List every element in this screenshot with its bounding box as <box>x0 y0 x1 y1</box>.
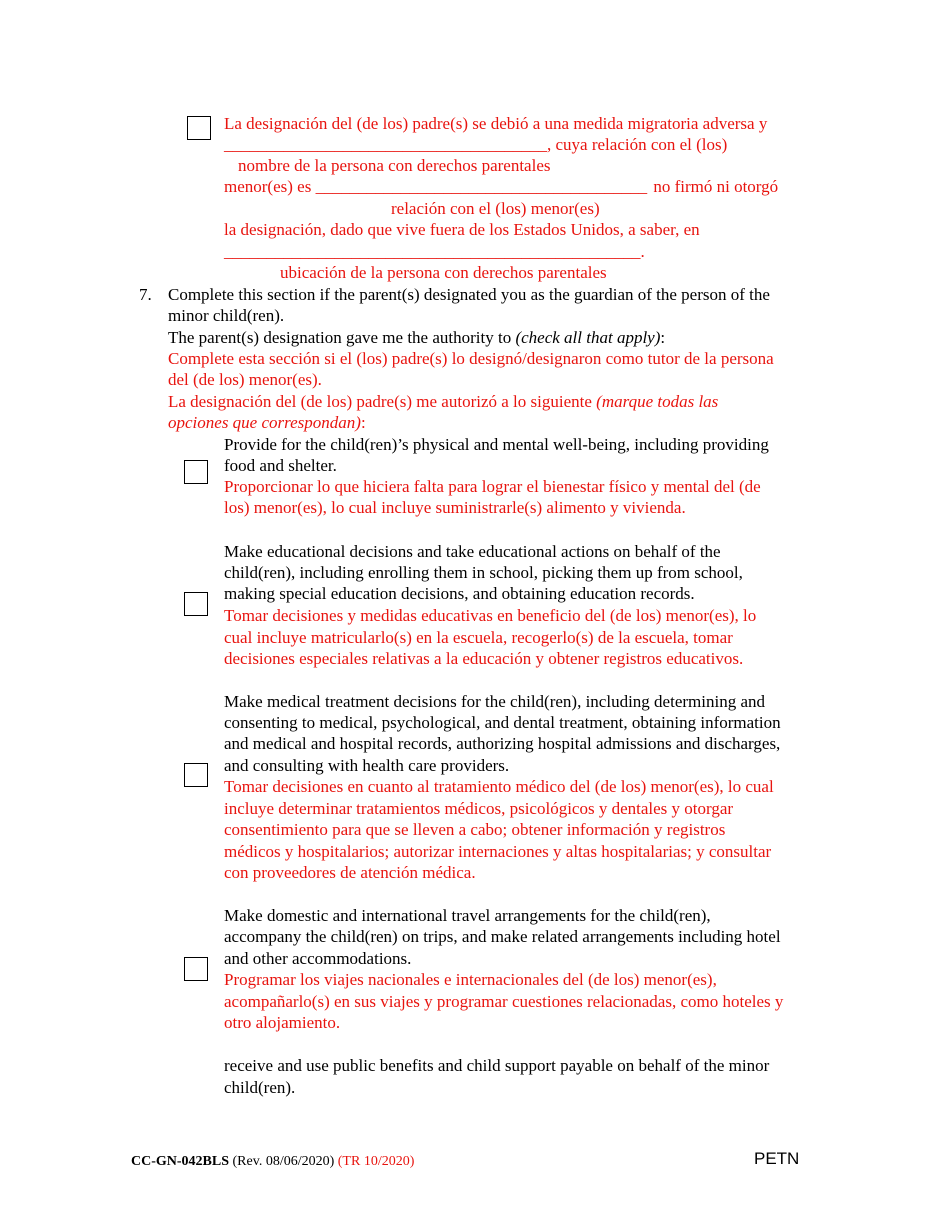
education-es-line3: decisiones especiales relativas a la educación y obtener registros educativos. <box>224 649 744 668</box>
location-field[interactable]: _________________________________________________. <box>224 242 645 261</box>
travel-checkbox[interactable] <box>184 957 208 981</box>
caption-location: ubicación de la persona con derechos parentales <box>280 263 607 282</box>
education-en-line1: Make educational decisions and take educational actions on behalf of the <box>224 542 721 561</box>
education-checkbox[interactable] <box>184 592 208 616</box>
medical-es-line1: Tomar decisiones en cuanto al tratamiento médico del (de los) menor(es), lo cual <box>224 777 774 796</box>
s7-authority-suffix: : <box>660 328 666 347</box>
s7-es-intro-line1: Complete esta sección si el (los) padre(s) lo designó/designaron como tutor de la persona <box>168 349 774 368</box>
medical-es-line5: con proveedores de atención médica. <box>224 863 476 882</box>
s7-es-intro-line2: del (de los) menor(es). <box>168 370 322 389</box>
s7-es-authority-prefix: La designación del (de los) padre(s) me autorizó a lo siguiente <box>168 392 597 411</box>
wellbeing-en-line2: food and shelter. <box>224 456 337 475</box>
travel-es-line3: otro alojamiento. <box>224 1013 341 1032</box>
medical-es-line2: incluye determinar tratamientos médicos, psicológicos y dentales y otorgar <box>224 799 734 818</box>
form-translation: (TR 10/2020) <box>337 1154 415 1169</box>
wellbeing-es-line2: los) menor(es), lo cual incluye suministrarle(s) alimento y vivienda. <box>224 498 686 517</box>
s6-line3-start: menor(es) es <box>224 177 312 196</box>
benefits-en-line1: receive and use public benefits and child support payable on behalf of the minor <box>224 1056 770 1075</box>
caption-relation: relación con el (los) menor(es) <box>391 199 600 218</box>
benefits-en-line2: child(ren). <box>224 1078 296 1097</box>
medical-es-line4: médicos y hospitalarios; autorizar internaciones y altas hospitalarias; y consultar <box>224 842 772 861</box>
caption-parent-name: nombre de la persona con derechos parentales <box>238 156 551 175</box>
wellbeing-checkbox[interactable] <box>184 460 208 484</box>
education-es-line2: cual incluye matricularlo(s) en la escuela, recogerlo(s) de la escuela, tomar <box>224 628 733 647</box>
medical-en-line3: and medical and hospital records, authorizing hospital admissions and discharges, <box>224 734 781 753</box>
travel-es-line2: acompañarlo(s) en sus viajes y programar cuestiones relacionadas, como hoteles y <box>224 992 784 1011</box>
medical-en-line1: Make medical treatment decisions for the child(ren), including determining and <box>224 692 765 711</box>
wellbeing-en-line1: Provide for the child(ren)’s physical and mental well-being, including providing <box>224 435 769 454</box>
education-es-line1: Tomar decisiones y medidas educativas en beneficio del (de los) menor(es), lo <box>224 606 757 625</box>
parent-name-field[interactable]: ______________________________________ <box>224 135 547 154</box>
s7-authority-italic: (check all that apply) <box>515 328 661 347</box>
s6-line4: la designación, dado que vive fuera de los Estados Unidos, a saber, en <box>224 220 700 239</box>
s6-line3-rest: no firmó ni otorgó <box>653 177 779 196</box>
relation-field[interactable]: _______________________________________ <box>315 177 648 196</box>
s6-line2-text: , cuya relación con el (los) <box>547 135 728 154</box>
s7-es-authority-italic2: opciones que correspondan) <box>168 413 361 432</box>
form-id: CC-GN-042BLS <box>131 1154 230 1169</box>
s6-line2 <box>224 134 727 155</box>
medical-es-line3: consentimiento para que se lleven a cabo; obtener información y registros <box>224 820 726 839</box>
adverse-immigration-checkbox[interactable] <box>187 116 211 140</box>
travel-es-line1: Programar los viajes nacionales e internacionales del (de los) menor(es), <box>224 970 717 989</box>
form-revision: (Rev. 08/06/2020) <box>232 1154 335 1169</box>
travel-en-line2: accompany the child(ren) on trips, and make related arrangements including hotel <box>224 927 781 946</box>
travel-en-line3: and other accommodations. <box>224 949 412 968</box>
education-en-line2: child(ren), including enrolling them in school, picking them up from school, <box>224 563 743 582</box>
s6-line3 <box>224 176 778 197</box>
s6-line1: La designación del (de los) padre(s) se debió a una medida migratoria adversa y <box>224 114 768 133</box>
s7-authority-line <box>168 327 665 348</box>
form-code: PETN <box>754 1149 800 1168</box>
s7-es-authority-line2 <box>168 412 366 433</box>
medical-en-line4: and consulting with health care providers. <box>224 756 510 775</box>
s7-intro-line1: Complete this section if the parent(s) designated you as the guardian of the person of the <box>168 285 770 304</box>
travel-en-line1: Make domestic and international travel arrangements for the child(ren), <box>224 906 711 925</box>
medical-checkbox[interactable] <box>184 763 208 787</box>
section-7-number: 7. <box>139 285 152 304</box>
medical-en-line2: consenting to medical, psychological, and dental treatment, obtaining information <box>224 713 781 732</box>
wellbeing-es-line1: Proporcionar lo que hiciera falta para lograr el bienestar físico y mental del (de <box>224 477 761 496</box>
s7-es-authority-line1 <box>168 391 718 412</box>
s7-intro-line2: minor child(ren). <box>168 306 285 325</box>
s7-es-authority-italic1: (marque todas las <box>596 392 719 411</box>
education-en-line3: making special education decisions, and obtaining education records. <box>224 584 695 603</box>
footer-form-info <box>131 1151 414 1172</box>
s7-es-authority-suffix: : <box>360 413 366 432</box>
s7-authority-prefix: The parent(s) designation gave me the authority to <box>168 328 516 347</box>
